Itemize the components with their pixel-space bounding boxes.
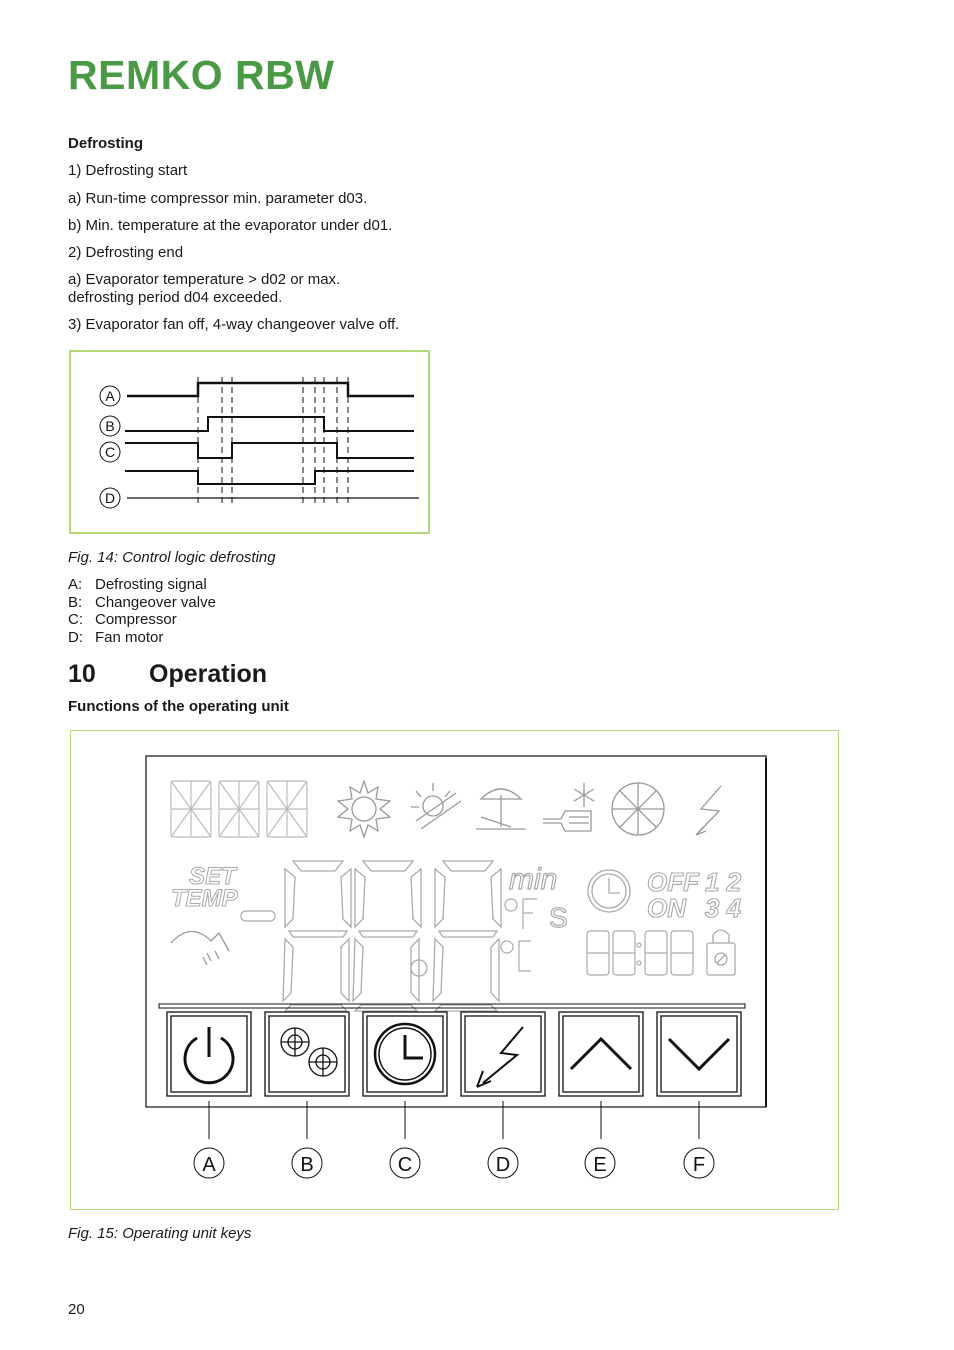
shower-icon [171,931,229,965]
signal-label-b: B [105,418,115,434]
defrost-line: defrosting period d04 exceeded. [68,289,283,306]
big-digits [283,861,501,1011]
lightning-mode-icon [696,786,721,835]
key-a-button[interactable] [167,1012,251,1096]
signal-d-upper-trace [125,471,414,484]
defrost-line: b) Min. temperature at the evaporator under d01. [68,217,393,234]
legend-key: C: [68,611,83,628]
defrost-line: 1) Defrosting start [68,162,188,179]
legend-key: B: [68,594,83,611]
channels-bottom: 3 4 [705,893,742,923]
brand-title: REMKO RBW [68,52,335,98]
legend-item [68,611,177,629]
signal-b-trace [125,417,414,431]
temp-label: TEMP [171,885,238,912]
legend-item [68,576,207,594]
key-c-button[interactable] [363,1012,447,1096]
channels-top: 1 2 [705,867,742,897]
minus-segment [241,911,275,921]
signal-label-c: C [104,444,116,460]
chapter-title: Operation [149,660,268,688]
legend-item [68,594,216,612]
defrost-line: a) Evaporator temperature > d02 or max. [68,271,341,288]
key-f-button[interactable] [657,1012,741,1096]
display-clock-icon [588,870,630,912]
unit-symbols [501,899,537,971]
key-label-f: F [692,1154,706,1176]
signal-a-trace [127,383,414,396]
defrost-line: 2) Defrosting end [68,244,184,261]
signal-c-trace [125,443,414,458]
chapter-number: 10 [68,660,96,688]
legend-text: Changeover valve [95,594,216,611]
legend-key: D: [68,629,83,646]
lock-icon [707,930,735,975]
signal-label-a: A [105,388,115,404]
s-label: S [549,902,568,933]
fig14-frame [69,350,430,534]
key-label-b: B [300,1154,314,1176]
key-label-d: D [495,1154,511,1176]
fig15-caption: Fig. 15: Operating unit keys [68,1225,252,1242]
on-label: ON [647,893,686,923]
key-b-button[interactable] [265,1012,349,1096]
min-label: min [509,863,558,896]
key-e-button[interactable] [559,1012,643,1096]
alpha-digits [171,781,307,837]
operating-unit-illustration [71,731,840,1211]
defrost-line: 3) Evaporator fan off, 4-way changeover valve off. [68,316,400,333]
subheading: Functions of the operating unit [68,698,289,715]
legend-text: Defrosting signal [95,576,207,593]
key-label-c: C [397,1154,413,1176]
defrost-timing-diagram [71,352,432,536]
fig14-caption: Fig. 14: Control logic defrosting [68,549,276,566]
fan-icon [612,783,664,835]
legend-key: A: [68,576,83,593]
snowflake-defrost-icon [543,783,594,831]
page-number: 20 [68,1301,85,1318]
defrost-heading: Defrosting [68,135,143,152]
beach-umbrella-icon [476,789,526,829]
legend-item [68,629,163,647]
clock-digits [587,931,693,975]
set-label: SET [189,863,236,890]
sun-set-icon [411,783,461,829]
legend-text: Fan motor [95,629,164,646]
defrost-line: a) Run-time compressor min. parameter d03. [68,190,368,207]
key-d-button[interactable] [461,1012,545,1096]
legend-text: Compressor [95,611,177,628]
off-label: OFF [647,867,699,897]
signal-label-d: D [104,490,116,506]
key-label-a: A [202,1154,216,1176]
sun-icon [338,781,390,837]
fig15-frame [70,730,839,1210]
key-label-e: E [593,1154,607,1176]
